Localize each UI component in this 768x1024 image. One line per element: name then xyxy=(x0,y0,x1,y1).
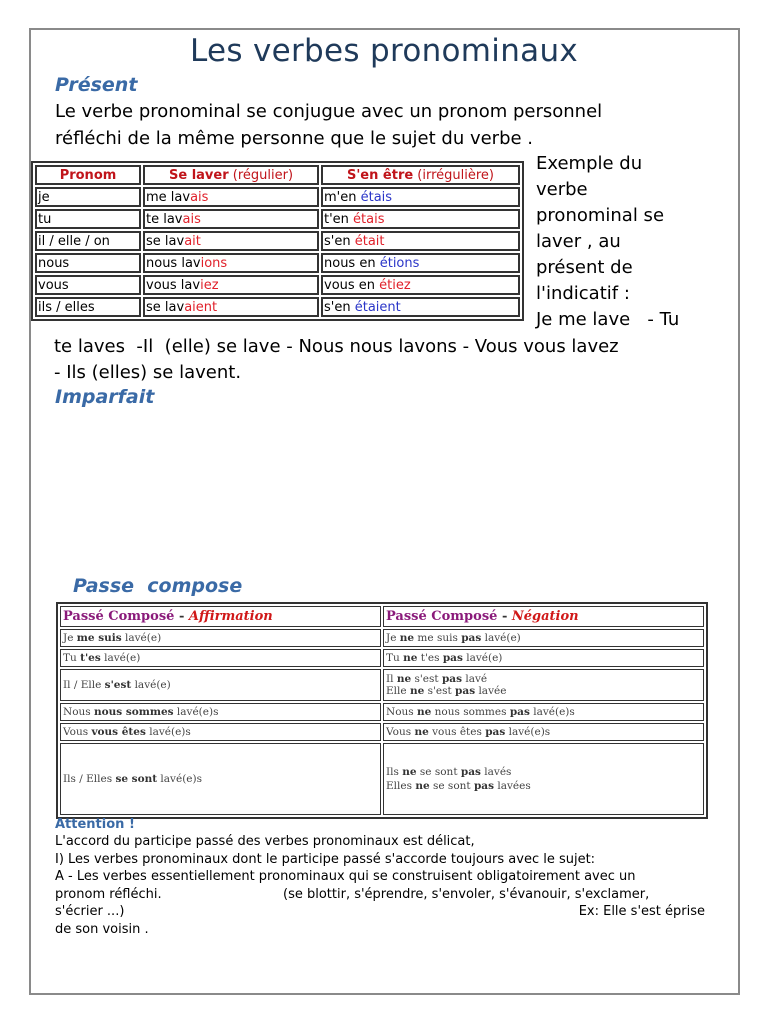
auxiliary: t'es xyxy=(417,652,443,664)
pronoun: Nous xyxy=(63,706,94,718)
affirmation-cell xyxy=(60,723,381,741)
present-intro xyxy=(55,98,735,152)
auxiliary: nous sommes xyxy=(431,706,510,718)
auxiliary: se sont xyxy=(416,766,461,778)
pronoun: Tu xyxy=(386,652,404,664)
intro-line: réfléchi de la même personne que le sujet du verbe . xyxy=(55,128,534,149)
table-row xyxy=(60,669,704,701)
header-label: Passé Composé xyxy=(63,609,175,624)
pronoun: Ils xyxy=(386,766,403,778)
ending: iez xyxy=(200,277,219,293)
header-mode: Négation xyxy=(511,609,579,624)
stem: m'en xyxy=(324,189,361,205)
stem: s'en xyxy=(324,233,355,249)
pronoun: Tu xyxy=(63,652,81,664)
header-se-laver xyxy=(143,165,319,185)
example-line: verbe xyxy=(536,179,588,200)
pronoun: Ils / Elles xyxy=(63,773,116,785)
laver-cell xyxy=(143,209,319,229)
pronom-cell: tu xyxy=(35,209,141,229)
header-pronom: Pronom xyxy=(35,165,141,185)
attention-label: Attention ! xyxy=(55,817,135,832)
stem: s'en xyxy=(324,299,355,315)
participle: lavé(e) xyxy=(481,632,521,644)
stem: nous en xyxy=(324,255,380,271)
etre-cell xyxy=(321,253,520,273)
auxiliary: t'es xyxy=(80,652,101,664)
ending: étais xyxy=(353,211,385,227)
negation-ne: ne xyxy=(403,652,418,664)
negation-line xyxy=(386,685,701,697)
table-row xyxy=(35,187,520,207)
header-sep: - xyxy=(174,609,189,624)
negation-ne: ne xyxy=(399,632,415,644)
negation-pas: pas xyxy=(442,652,463,664)
ending: étaient xyxy=(354,299,401,315)
body-text: Ex: Elle s'est éprise xyxy=(578,904,705,919)
participle: lavés xyxy=(480,766,512,778)
negation-cell xyxy=(383,669,704,701)
header-main: S'en être xyxy=(346,167,414,183)
negation-pas: pas xyxy=(509,706,530,718)
table-header-row xyxy=(35,165,520,185)
header-note: (irrégulière) xyxy=(413,167,495,183)
body-line: de son voisin . xyxy=(55,921,149,937)
ending: ait xyxy=(184,233,201,249)
stem: te lav xyxy=(146,211,183,227)
pronoun: Nous xyxy=(386,706,417,718)
negation-cell xyxy=(383,629,704,647)
stem: t'en xyxy=(324,211,354,227)
ending: étiez xyxy=(379,277,411,293)
auxiliary: s'est xyxy=(411,673,442,685)
pronoun: Vous xyxy=(63,726,92,738)
example-line: l'indicatif : xyxy=(536,283,630,304)
participle: lavé xyxy=(462,673,488,685)
stem: vous lav xyxy=(146,277,201,293)
negation-ne: ne xyxy=(417,706,432,718)
participle: lavé(e) xyxy=(121,632,162,644)
affirmation-cell xyxy=(60,703,381,721)
negation-cell xyxy=(383,703,704,721)
table-row xyxy=(60,743,704,815)
participle: lavé(e)s xyxy=(529,706,575,718)
table-row xyxy=(35,209,520,229)
ending: ions xyxy=(200,255,228,271)
ending: ais xyxy=(190,189,209,205)
pronoun: Elle xyxy=(386,685,410,697)
header-main: Se laver xyxy=(168,167,229,183)
header-sep: - xyxy=(497,609,512,624)
pronom-cell: ils / elles xyxy=(35,297,141,317)
pronom-cell: nous xyxy=(35,253,141,273)
laver-cell xyxy=(143,253,319,273)
etre-cell xyxy=(321,187,520,207)
table-row xyxy=(60,723,704,741)
stem: vous en xyxy=(324,277,380,293)
laver-cell xyxy=(143,275,319,295)
negation-cell xyxy=(383,743,704,815)
stem: se lav xyxy=(146,233,185,249)
pronom-cell: vous xyxy=(35,275,141,295)
pronoun: Je xyxy=(63,632,77,644)
table-header-row xyxy=(60,606,704,627)
stem: me lav xyxy=(146,189,191,205)
table-row xyxy=(60,649,704,667)
stem: se lav xyxy=(146,299,185,315)
negation-ne: ne xyxy=(402,766,417,778)
passe-compose-table xyxy=(56,602,708,819)
pronoun: Il / Elle xyxy=(63,679,105,691)
affirmation-cell xyxy=(60,669,381,701)
intro-line: Le verbe pronominal se conjugue avec un pronom personnel xyxy=(55,101,603,122)
example-line: pronominal se xyxy=(536,205,665,226)
header-note: (régulier) xyxy=(228,167,294,183)
table-row xyxy=(60,703,704,721)
conjugation-table xyxy=(31,161,524,321)
auxiliary: s'est xyxy=(424,685,456,697)
section-heading-imparfait: Imparfait xyxy=(55,386,155,408)
example-line: - Ils (elles) se lavent. xyxy=(54,362,242,383)
negation-ne: ne xyxy=(414,726,429,738)
attention-body xyxy=(55,833,710,938)
example-continuation xyxy=(54,334,714,386)
etre-cell xyxy=(321,209,520,229)
negation-line xyxy=(386,766,701,778)
negation-ne: ne xyxy=(415,780,430,792)
participle: lavées xyxy=(494,780,531,792)
stem: nous lav xyxy=(146,255,201,271)
pronoun: Elles xyxy=(386,780,416,792)
page-title: Les verbes pronominaux xyxy=(189,33,579,69)
auxiliary: nous sommes xyxy=(94,706,174,718)
example-line: te laves -Il (elle) se lave - Nous nous lavons - Vous vous lavez xyxy=(54,336,619,357)
etre-cell xyxy=(321,275,520,295)
negation-cell xyxy=(383,723,704,741)
ending: était xyxy=(354,233,385,249)
auxiliary: se sont xyxy=(115,773,158,785)
participle: lavé(e) xyxy=(100,652,141,664)
table-row xyxy=(35,231,520,251)
participle: lavé(e)s xyxy=(157,773,202,785)
pronom-cell: je xyxy=(35,187,141,207)
laver-cell xyxy=(143,187,319,207)
laver-cell xyxy=(143,231,319,251)
body-line: L'accord du participe passé des verbes pronominaux est délicat, xyxy=(55,834,475,849)
ending: étions xyxy=(379,255,420,271)
negation-pas: pas xyxy=(460,766,481,778)
participle: lavé(e) xyxy=(131,679,171,691)
etre-cell xyxy=(321,297,520,317)
pronom-cell: il / elle / on xyxy=(35,231,141,251)
body-text: s'écrier ...) xyxy=(55,904,125,919)
example-line: Je me lave - Tu xyxy=(536,309,680,330)
header-mode: Affirmation xyxy=(188,609,273,624)
negation-pas: pas xyxy=(473,780,495,792)
negation-pas: pas xyxy=(485,726,506,738)
affirmation-cell xyxy=(60,629,381,647)
table-row xyxy=(60,629,704,647)
negation-pas: pas xyxy=(455,685,476,697)
pronoun: Vous xyxy=(386,726,415,738)
ending: étais xyxy=(360,189,393,205)
auxiliary: s'est xyxy=(104,679,132,691)
negation-ne: ne xyxy=(409,685,425,697)
example-text xyxy=(536,151,696,333)
negation-line xyxy=(386,673,701,685)
auxiliary: se sont xyxy=(429,780,474,792)
auxiliary: vous êtes xyxy=(428,726,486,738)
example-line: laver , au xyxy=(536,231,621,252)
participle: lavé(e) xyxy=(462,652,503,664)
table-row xyxy=(35,275,520,295)
section-heading-present: Présent xyxy=(55,74,138,96)
body-text: (se blottir, s'éprendre, s'envoler, s'évanouir, s'exclamer, xyxy=(283,886,650,902)
body-line-pair xyxy=(55,903,710,921)
auxiliary: vous êtes xyxy=(91,726,146,738)
participle: lavé(e)s xyxy=(505,726,551,738)
body-line-pair xyxy=(55,886,710,904)
negation-pas: pas xyxy=(441,673,463,685)
laver-cell xyxy=(143,297,319,317)
pronoun: Je xyxy=(386,632,400,644)
negation-pas: pas xyxy=(461,632,482,644)
body-text: pronom réfléchi. xyxy=(55,886,162,902)
participle: lavée xyxy=(475,685,507,697)
negation-cell xyxy=(383,649,704,667)
negation-ne: ne xyxy=(396,673,412,685)
affirmation-cell xyxy=(60,743,381,815)
auxiliary: me suis xyxy=(76,632,122,644)
table-row xyxy=(35,253,520,273)
header-negation xyxy=(383,606,704,627)
table-row xyxy=(35,297,520,317)
example-line: présent de xyxy=(536,257,633,278)
affirmation-cell xyxy=(60,649,381,667)
header-affirmation xyxy=(60,606,381,627)
header-sen-etre xyxy=(321,165,520,185)
ending: ais xyxy=(182,211,201,227)
auxiliary: me suis xyxy=(414,632,462,644)
participle: lavé(e)s xyxy=(145,726,191,738)
example-line: Exemple du xyxy=(536,153,643,174)
participle: lavé(e)s xyxy=(173,706,219,718)
body-line: A - Les verbes essentiellement pronominaux qui se construisent obligatoirement avec un xyxy=(55,869,636,884)
etre-cell xyxy=(321,231,520,251)
section-heading-passe-compose: Passe compose xyxy=(73,575,243,597)
pronoun: Il xyxy=(386,673,397,685)
ending: aient xyxy=(184,299,218,315)
body-line: I) Les verbes pronominaux dont le participe passé s'accorde toujours avec le sujet: xyxy=(55,851,596,867)
header-label: Passé Composé xyxy=(386,609,498,624)
negation-line xyxy=(386,780,701,792)
